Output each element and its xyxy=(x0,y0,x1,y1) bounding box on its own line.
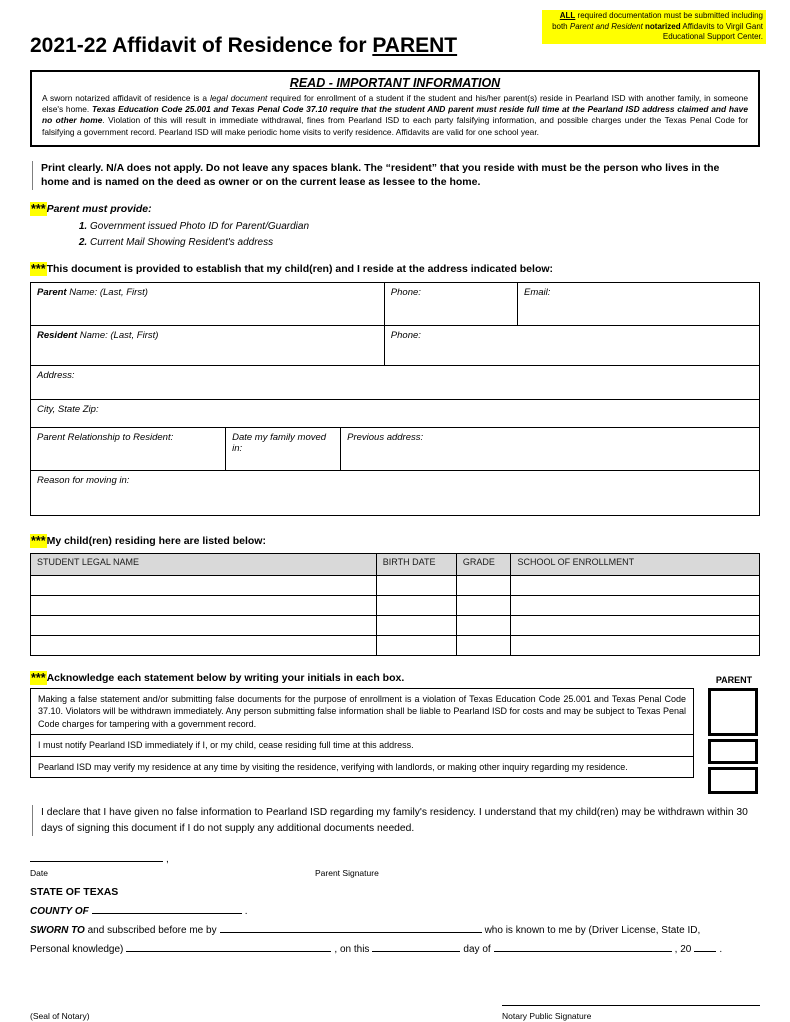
county-of-label: COUNTY OF xyxy=(30,905,89,917)
cell-school[interactable] xyxy=(511,636,759,655)
signature-area xyxy=(30,851,760,878)
initials-box-1[interactable] xyxy=(708,688,758,736)
page-title-text: 2021-22 Affidavit of Residence for xyxy=(30,34,373,57)
statement-verify-residence: Pearland ISD may verify my residence at any time by visiting the residence, verifying with landlords, or making other inquiry regarding my residence. xyxy=(38,761,628,772)
cell-birth-date[interactable] xyxy=(377,636,457,655)
county-blank[interactable] xyxy=(92,903,242,914)
month-blank[interactable] xyxy=(494,941,672,952)
children-table xyxy=(30,553,760,656)
children-table-row xyxy=(31,616,759,636)
field-label: Previous address: xyxy=(347,432,424,444)
initials-box-2[interactable] xyxy=(708,739,758,764)
cell-school[interactable] xyxy=(511,596,759,615)
field-label: Phone: xyxy=(390,330,421,342)
children-section xyxy=(30,534,760,656)
initials-box-3[interactable] xyxy=(708,767,758,794)
documentation-notice xyxy=(542,10,766,44)
asterisk-marker: *** xyxy=(31,262,46,277)
field-label: Email: xyxy=(524,287,551,299)
column-header-student-legal-name: STUDENT LEGAL NAME xyxy=(31,554,377,575)
date-blank[interactable] xyxy=(30,851,163,862)
date-line-row xyxy=(30,851,760,865)
provide-list xyxy=(90,219,760,250)
column-header-birth-date: BIRTH DATE xyxy=(377,554,457,575)
statements-table xyxy=(30,688,694,778)
notary-signature-blank[interactable] xyxy=(502,995,760,1006)
info-text-segment: required for enrollment of a student if the student and his/her parent(s) reside in Pearland ISD with another family, in someone else's home. xyxy=(42,93,748,115)
cell-birth-date[interactable] xyxy=(377,596,457,615)
field-label: Resident xyxy=(37,330,78,342)
comma-text: , xyxy=(166,853,169,865)
field-relationship[interactable] xyxy=(31,428,226,470)
personal-knowledge-line xyxy=(30,941,760,955)
field-label: Phone: xyxy=(390,287,421,299)
establish-section-heading xyxy=(30,262,760,276)
children-table-row xyxy=(31,596,759,616)
column-header-grade: GRADE xyxy=(457,554,512,575)
asterisk-marker: *** xyxy=(31,671,46,686)
children-table-row xyxy=(31,576,759,596)
notary-signature-block xyxy=(502,995,760,1021)
day-number-blank[interactable] xyxy=(372,941,460,952)
provide-label: Parent must provide: xyxy=(46,203,152,216)
table-row xyxy=(31,400,759,428)
table-row xyxy=(31,326,759,366)
acknowledge-label: Acknowledge each statement below by writing your initials in each box. xyxy=(46,672,405,685)
children-table-header xyxy=(31,554,759,576)
cell-student-name[interactable] xyxy=(31,636,377,655)
important-information-heading: READ - IMPORTANT INFORMATION xyxy=(289,76,501,90)
field-city-state-zip[interactable] xyxy=(31,400,759,427)
field-previous-address[interactable] xyxy=(341,428,759,470)
field-resident-phone[interactable] xyxy=(385,326,759,365)
field-label: Name: (Last, First) xyxy=(77,330,159,342)
children-label: My child(ren) residing here are listed below: xyxy=(46,535,266,548)
notice-text-parent-resident: Parent and Resident xyxy=(569,21,643,31)
day-of-text: day of xyxy=(463,943,491,955)
seal-of-notary-label: (Seal of Notary) xyxy=(30,1010,90,1021)
parent-column-label: PARENT xyxy=(715,675,753,686)
important-information-body xyxy=(42,93,748,138)
notice-text-tail: Affidavits to Virgil Gant Educational Support Center. xyxy=(662,21,763,42)
notice-text-all: ALL xyxy=(559,11,576,20)
year-prefix-text: , 20 xyxy=(674,943,692,955)
field-parent-email[interactable] xyxy=(518,283,759,325)
field-resident-name[interactable] xyxy=(31,326,385,365)
cell-birth-date[interactable] xyxy=(377,616,457,635)
provide-item-current-mail: 2. Current Mail Showing Resident's address xyxy=(90,235,760,251)
children-table-row xyxy=(31,636,759,655)
year-blank[interactable] xyxy=(694,941,716,952)
signature-labels xyxy=(30,868,760,878)
info-text-segment: . Violation of this will result in immediate withdrawal, fines from Pearland ISD to each party falsifying information, and possible charges under the Texas Penal Code for falsifying a government record. Pearland ISD will make periodic home visits to verify residence. Affidavits are valid for one school year. xyxy=(42,115,748,137)
cell-student-name[interactable] xyxy=(31,576,377,595)
cell-grade[interactable] xyxy=(457,616,512,635)
provide-section-heading xyxy=(30,202,760,216)
column-header-school-of-enrollment: SCHOOL OF ENROLLMENT xyxy=(511,554,759,575)
acknowledge-section xyxy=(30,671,760,794)
on-this-text: , on this xyxy=(334,943,370,955)
info-text-legal-document: legal document xyxy=(209,93,268,103)
initials-column xyxy=(708,688,760,794)
acknowledge-header xyxy=(30,671,760,685)
sworn-by-blank[interactable] xyxy=(220,922,482,933)
date-label: Date xyxy=(30,867,48,878)
sworn-to-label: SWORN TO xyxy=(30,924,85,936)
field-label: Address: xyxy=(37,370,75,382)
cell-birth-date[interactable] xyxy=(377,576,457,595)
children-section-heading xyxy=(30,534,760,548)
field-label: Date my family moved in: xyxy=(232,432,327,455)
field-move-in-date[interactable] xyxy=(226,428,341,470)
declaration-text: I declare that I have given no false information to Pearland ISD regarding my family's residency. I understand that my child(ren) may be withdrawn within 30 days of signing this document if I do not supply any additional documents needed. xyxy=(32,805,754,836)
print-instructions: Print clearly. N/A does not apply. Do not leave any spaces blank. The “resident” that you reside with must be the person who lives in the home and is named on the deed as owner or on the current lease as lessee to the home. xyxy=(32,161,744,190)
notary-section xyxy=(30,886,760,955)
asterisk-marker: *** xyxy=(31,534,46,549)
table-row xyxy=(31,283,759,326)
period-text: . xyxy=(719,943,723,955)
info-text-education-code: Texas Education Code 25.001 and Texas Penal Code 37.10 require that the student AND parent must reside full time at the Pearland ISD address claimed and have no other home xyxy=(42,104,748,126)
cell-student-name[interactable] xyxy=(31,596,377,615)
id-type-blank[interactable] xyxy=(126,941,331,952)
cell-grade[interactable] xyxy=(457,636,512,655)
field-label: Name: (Last, First) xyxy=(66,287,148,299)
cell-school[interactable] xyxy=(511,576,759,595)
bottom-row xyxy=(30,995,760,1021)
statement-false-documents: Making a false statement and/or submitting false documents for the purpose of enrollment is a violation of Texas Education Code 25.001 and Texas Penal Code 37.10. Violators will be withdrawn immediately. Any person submitting false information shall be liable to Pearland ISD for costs and may be subject to Texas Penal Code charges for tampering with a government record. xyxy=(31,689,693,735)
parent-signature-label: Parent Signature xyxy=(315,867,379,878)
field-reason-for-moving[interactable] xyxy=(31,471,759,515)
page-title-parent: PARENT xyxy=(372,34,458,57)
sworn-text: and subscribed before me by xyxy=(84,924,217,936)
field-label: Reason for moving in: xyxy=(37,475,130,487)
field-label: City, State Zip: xyxy=(37,404,99,416)
residence-info-table xyxy=(30,282,760,516)
known-by-text: who is known to me by (Driver License, State ID, xyxy=(484,924,701,936)
cell-student-name[interactable] xyxy=(31,616,377,635)
important-information-box xyxy=(30,70,760,147)
field-label: Parent Relationship to Resident: xyxy=(37,432,174,444)
acknowledge-body xyxy=(30,688,760,794)
cell-grade[interactable] xyxy=(457,576,512,595)
cell-grade[interactable] xyxy=(457,596,512,615)
notice-text-notarized: notarized xyxy=(642,21,681,31)
cell-school[interactable] xyxy=(511,616,759,635)
asterisk-marker: *** xyxy=(31,202,46,217)
table-row xyxy=(31,471,759,515)
notary-public-signature-label: Notary Public Signature xyxy=(502,1010,592,1021)
acknowledge-heading xyxy=(30,671,694,685)
table-row xyxy=(31,428,759,471)
statement-notify-isd: I must notify Pearland ISD immediately if I, or my child, cease residing full time at this address. xyxy=(31,735,693,756)
establish-label: This document is provided to establish that my child(ren) and I reside at the address indicated below: xyxy=(46,263,554,276)
period-text: . xyxy=(244,905,248,917)
state-of-texas: STATE OF TEXAS xyxy=(30,885,119,898)
field-address[interactable] xyxy=(31,366,759,399)
sworn-line xyxy=(30,922,760,936)
info-text-segment: A sworn notarized affidavit of residence is a xyxy=(42,93,210,103)
notice-text: required documentation must be submitted including both xyxy=(552,11,763,31)
county-line xyxy=(30,903,760,917)
field-parent-phone[interactable] xyxy=(385,283,518,325)
field-parent-name[interactable] xyxy=(31,283,385,325)
table-row xyxy=(31,366,759,400)
provide-item-photo-id: 1. Government issued Photo ID for Parent/Guardian xyxy=(90,219,760,235)
field-label: Parent xyxy=(37,287,67,299)
personal-knowledge-text: Personal knowledge) xyxy=(30,943,124,955)
